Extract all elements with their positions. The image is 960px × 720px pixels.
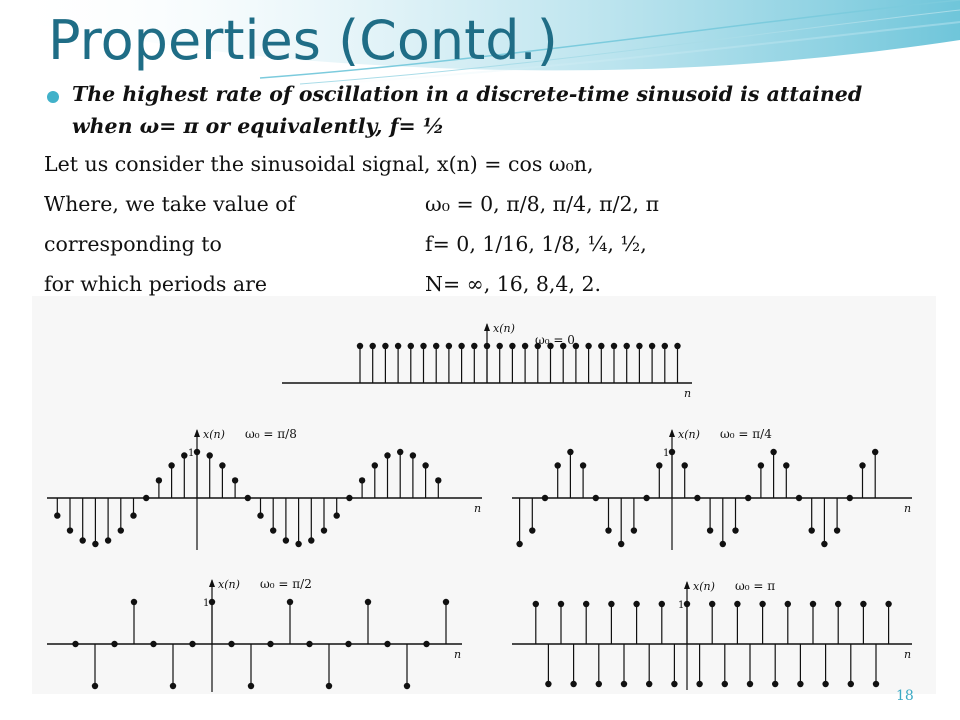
plot-1-sample-point [408,343,414,349]
plot-3-xlabel: n [904,502,912,515]
row-label-period: for which periods are [44,272,268,296]
plot-5-sample-point [848,681,854,687]
bullet-line-1: The highest rate of oscillation in a discrete-time sinusoid is attained [72,82,863,106]
plot-2-xlabel: n [474,502,482,515]
plot-1-y-axis-arrow [484,323,490,331]
plot-2-sample-point [181,452,187,458]
plot-3-sample-point [631,527,637,533]
plot-5-xlabel: n [904,648,912,661]
plot-5-sample-point [684,601,690,607]
row-value-period: N= ∞, 16, 8,4, 2. [425,272,602,296]
plot-4-sample-point [150,641,156,647]
plot-4-sample-point [404,683,410,689]
plot-5-sample-point [747,681,753,687]
plot-4-xlabel: n [454,648,462,661]
plot-2-sample-point [232,477,238,483]
plot-3-sample-point [821,541,827,547]
plot-5-sample-point [545,681,551,687]
plot-4-sample-point [384,641,390,647]
plot-5-sample-point [558,601,564,607]
plot-2-ylabel: x(n) [203,428,225,441]
plot-1-sample-point [357,343,363,349]
plot-2-sample-point [92,541,98,547]
plot-4-y-axis-arrow [209,579,215,587]
plot-2-sample-point [435,477,441,483]
plot-3-sample-point [580,462,586,468]
plot-5-sample-point [608,601,614,607]
plot-3-sample-point [593,495,599,501]
plot-2-sample-point [270,527,276,533]
plot-1-sample-point [674,343,680,349]
plot-3-ylabel: x(n) [678,428,700,441]
plot-3-sample-point [694,495,700,501]
plot-4-sample-point [306,641,312,647]
plot-3-amplitude-tick: 1 [663,448,670,459]
plot-1-sample-point [611,343,617,349]
plot-5-sample-point [646,681,652,687]
plot-1-sample-point [497,343,503,349]
plot-3-sample-point [796,495,802,501]
plot-5-sample-point [570,681,576,687]
plot-3-sample-point [834,527,840,533]
plot-2-sample-point [67,527,73,533]
plot-2-sample-point [143,495,149,501]
plot-5-sample-point [759,601,765,607]
plot-4-sample-point [228,641,234,647]
plot-1-sample-point [433,343,439,349]
plot-4-sample-point [365,599,371,605]
plot-2-sample-point [384,452,390,458]
plot-1-sample-point [662,343,668,349]
plot-1-sample-point [370,343,376,349]
plot-5-sample-point [696,681,702,687]
plot-5-sample-point [533,601,539,607]
plot-1-sample-point [382,343,388,349]
plot-3-sample-point [707,527,713,533]
plot-5-ylabel: x(n) [693,580,715,593]
plot-3-sample-point [682,462,688,468]
plot-2-sample-point [257,512,263,518]
plot-3-sample-point [770,449,776,455]
plot-4-sample-point [326,683,332,689]
plot-5-sample-point [596,681,602,687]
page-number: 18 [896,688,914,704]
plot-1-sample-point [395,343,401,349]
plot-4-omega-label: ω₀ = π/2 [260,577,312,591]
plot-5-sample-point [734,601,740,607]
plot-1-sample-point [649,343,655,349]
row-value-frequency: f= 0, 1/16, 1/8, ¼, ½, [425,232,647,256]
plot-2-sample-point [359,477,365,483]
plot-3-sample-point [567,449,573,455]
plot-5-sample-point [722,681,728,687]
plot-2-sample-point [334,512,340,518]
sinusoid-stem-plots-figure [32,296,936,694]
plot-5-amplitude-tick: 1 [678,600,685,611]
plot-3-sample-point [783,462,789,468]
plot-5-y-axis-arrow [684,581,690,589]
plot-3-sample-point [872,449,878,455]
plot-2-sample-point [397,449,403,455]
plot-2-sample-point [321,527,327,533]
plot-4-sample-point [443,599,449,605]
plot-5-sample-point [583,601,589,607]
plot-5-sample-point [785,601,791,607]
plot-4-sample-point [345,641,351,647]
plot-3-sample-point [643,495,649,501]
plot-3-sample-point [720,541,726,547]
plot-1-sample-point [420,343,426,349]
plot-3-sample-point [758,462,764,468]
plot-1-sample-point [636,343,642,349]
plot-3-sample-point [516,541,522,547]
plot-1-sample-point [598,343,604,349]
plot-4-sample-point [189,641,195,647]
plot-3-sample-point [656,462,662,468]
plot-4-amplitude-tick: 1 [203,598,210,609]
plot-1-sample-point [484,343,490,349]
plot-2-sample-point [219,462,225,468]
plot-1-sample-point [446,343,452,349]
plot-3-sample-point [618,541,624,547]
plot-2-amplitude-tick: 1 [188,448,195,459]
plot-5-sample-point [621,681,627,687]
plot-2-sample-point [283,537,289,543]
bullet-text [72,78,952,142]
row-value-omega: ω₀ = 0, π/8, π/4, π/2, π [425,192,660,216]
plot-5-sample-point [860,601,866,607]
plot-4-sample-point [209,599,215,605]
plot-1-omega-label: ω₀ = 0 [535,333,575,347]
plot-1-sample-point [458,343,464,349]
plot-2-omega-label: ω₀ = π/8 [245,427,297,441]
plot-2-sample-point [105,537,111,543]
plot-5-sample-point [797,681,803,687]
plot-1-sample-point [522,343,528,349]
row-label-omega: Where, we take value of [44,192,296,216]
plot-2-sample-point [168,462,174,468]
plot-2-sample-point [410,452,416,458]
plot-5-sample-point [633,601,639,607]
plot-5-sample-point [885,601,891,607]
plot-2-sample-point [194,449,200,455]
plot-4-sample-point [287,599,293,605]
plot-4-sample-point [131,599,137,605]
plot-5-sample-point [709,601,715,607]
plot-4-sample-point [92,683,98,689]
plot-3-sample-point [605,527,611,533]
plot-1-sample-point [585,343,591,349]
plot-2-y-axis-arrow [194,429,200,437]
plot-2-sample-point [207,452,213,458]
plot-3-y-axis-arrow [669,429,675,437]
plot-2-sample-point [156,477,162,483]
plot-2-sample-point [130,512,136,518]
plot-2-sample-point [422,462,428,468]
plot-3-sample-point [555,462,561,468]
plot-2-sample-point [54,512,60,518]
plot-5-omega-label: ω₀ = π [735,579,776,593]
plot-2-sample-point [295,541,301,547]
bullet-line-2: when ω= π or equivalently, f= ½ [72,114,445,138]
plot-4-sample-point [111,641,117,647]
plot-1-sample-point [471,343,477,349]
plot-5-sample-point [671,681,677,687]
plot-2-sample-point [80,537,86,543]
plot-5-sample-point [810,601,816,607]
plot-1-ylabel: x(n) [493,322,515,335]
plot-3-sample-point [745,495,751,501]
plot-3-sample-point [529,527,535,533]
plot-2-sample-point [118,527,124,533]
plot-3-sample-point [669,449,675,455]
plot-4-sample-point [72,641,78,647]
plot-5-sample-point [772,681,778,687]
plot-1-xlabel: n [684,387,692,400]
plot-2-sample-point [372,462,378,468]
plot-4-sample-point [170,683,176,689]
stem-plots-svg [32,296,936,694]
plot-5-sample-point [659,601,665,607]
plot-3-sample-point [542,495,548,501]
plot-4-sample-point [267,641,273,647]
plot-5-sample-point [873,681,879,687]
plot-3-sample-point [809,527,815,533]
plot-4-ylabel: x(n) [218,578,240,591]
intro-line: Let us consider the sinusoidal signal, x(n) = cos ω₀n, [44,152,594,176]
plot-1-sample-point [624,343,630,349]
plot-3-sample-point [732,527,738,533]
plot-2-sample-point [308,537,314,543]
plot-4-sample-point [248,683,254,689]
plot-5-sample-point [835,601,841,607]
plot-5-sample-point [822,681,828,687]
slide-title: Properties (Contd.) [48,9,558,72]
row-label-frequency: corresponding to [44,232,222,256]
plot-3-sample-point [859,462,865,468]
plot-1-sample-point [509,343,515,349]
plot-4-sample-point [423,641,429,647]
plot-2-sample-point [346,495,352,501]
plot-3-sample-point [847,495,853,501]
plot-2-sample-point [245,495,251,501]
plot-3-omega-label: ω₀ = π/4 [720,427,772,441]
bullet-marker [47,91,59,103]
